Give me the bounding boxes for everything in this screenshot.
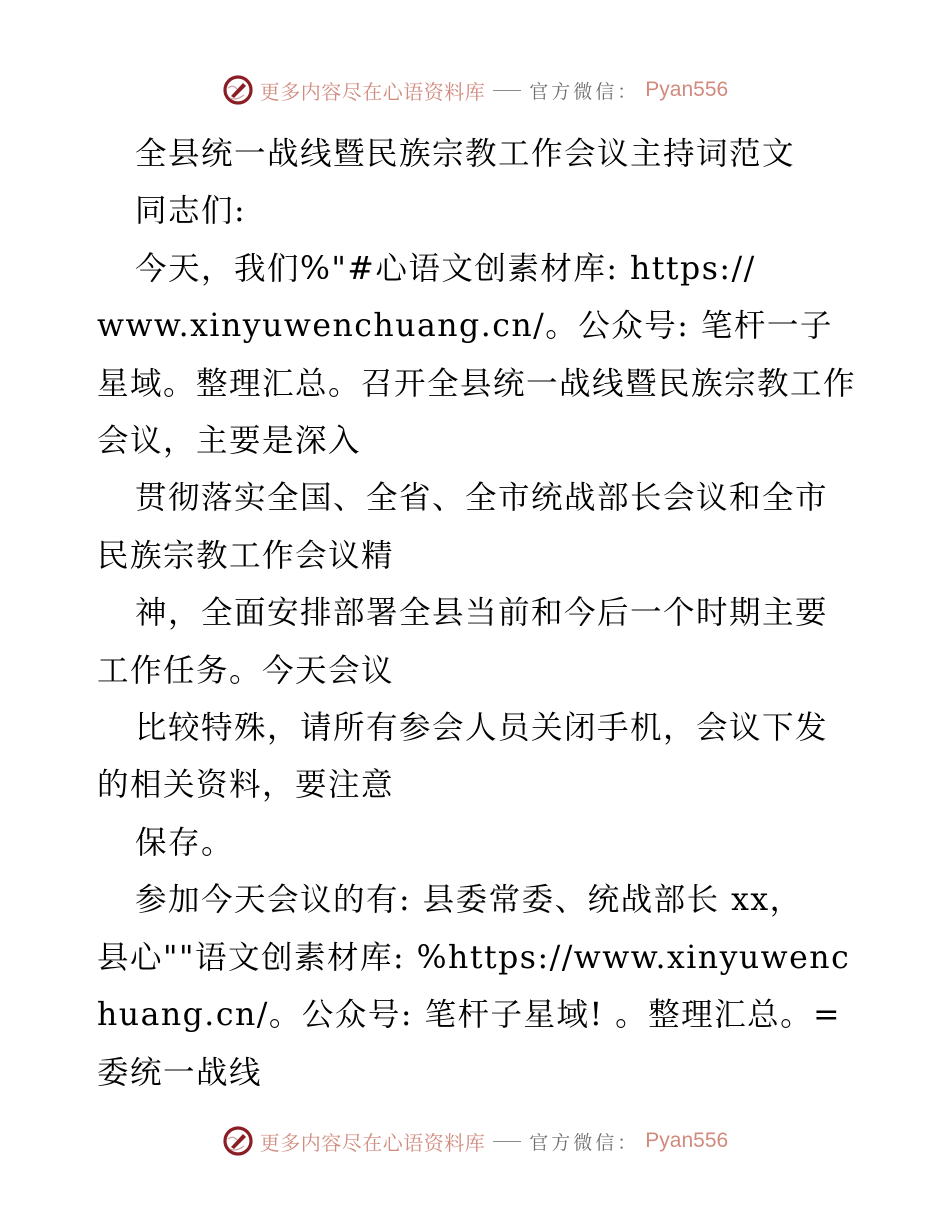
paragraph-rest: www.xinyuwenchuang.cn/。公众号: 笔杆一子星域。整理汇总。召开全县统一战线暨民族宗教工作会议，主要是深入 xyxy=(97,308,857,460)
quill-pen-logo-icon xyxy=(222,1125,254,1157)
watermark-slogan: 更多内容尽在心语资料库 xyxy=(259,79,486,104)
watermark-wechat-label: 官方微信： xyxy=(529,1131,640,1154)
document-title: 全县统一战线暨民族宗教工作会议主持词范文 xyxy=(135,136,796,172)
watermark-wechat-label: 官方微信： xyxy=(529,80,640,103)
paragraph xyxy=(97,700,857,815)
paragraph-rest: 工作任务。今天会议 xyxy=(97,652,395,689)
watermark-banner-top xyxy=(0,70,950,110)
watermark-wechat-id: Pyan556 xyxy=(645,1129,729,1152)
paragraph xyxy=(97,470,857,585)
watermark-dash xyxy=(493,90,521,91)
paragraph-first-line: 神，全面安排部署全县当前和今后一个时期主要 xyxy=(135,595,829,632)
paragraph xyxy=(97,872,857,1102)
paragraph-first-line: 今天，我们%"#心语文创素材库: https:// xyxy=(135,250,756,287)
watermark-slogan: 更多内容尽在心语资料库 xyxy=(259,1130,486,1155)
paragraph-first-line: 贯彻落实全国、全省、全市统战部长会议和全市 xyxy=(135,480,829,517)
document-salutation: 同志们: xyxy=(135,193,247,230)
quill-pen-logo-icon xyxy=(222,74,254,106)
paragraph xyxy=(97,585,857,700)
paragraph-first-line: 参加今天会议的有: 县委常委、统战部长 xx， xyxy=(135,882,803,919)
watermark-dash xyxy=(493,1141,521,1142)
paragraph-rest: 县心""语文创素材库: %https://www.xinyuwenchuang.cn/。公众号: 笔杆子星域! 。整理汇总。=委统一战线 xyxy=(97,939,851,1091)
watermark-wechat-id: Pyan556 xyxy=(645,78,729,101)
paragraph-first-line: 保存。 xyxy=(135,824,235,861)
paragraph-rest: 的相关资料，要注意 xyxy=(97,767,395,804)
watermark-banner-bottom xyxy=(0,1121,950,1161)
paragraph-rest: 民族宗教工作会议精 xyxy=(97,537,395,574)
paragraph xyxy=(97,815,857,872)
document-body xyxy=(97,126,857,1102)
paragraph xyxy=(97,241,857,471)
paragraph-first-line: 比较特殊，请所有参会人员关闭手机，会议下发 xyxy=(135,710,829,747)
